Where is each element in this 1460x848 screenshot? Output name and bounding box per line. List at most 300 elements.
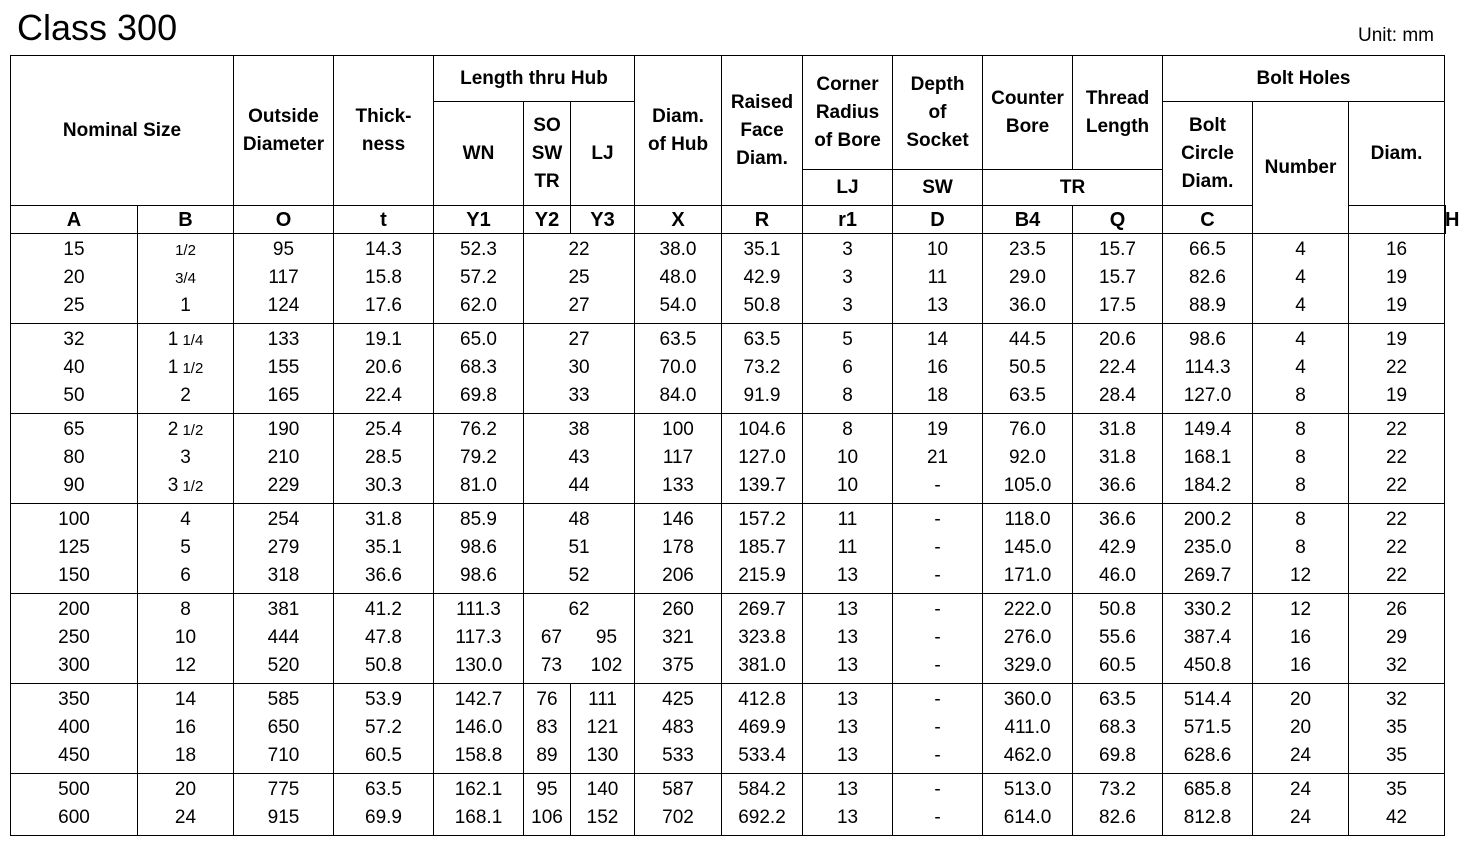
bolt-number-value: 20 (1289, 689, 1312, 710)
header-wn: WN (434, 102, 524, 206)
corner-radius-value: 6 (842, 357, 853, 378)
length-wn-cell (434, 234, 524, 324)
counter-bore-value: 50.5 (1009, 357, 1046, 378)
size-b-whole: 14 (174, 689, 197, 710)
length-wn-cell (434, 774, 524, 836)
diam-of-hub-value: 100 (662, 419, 694, 440)
diam-of-hub-value: 483 (662, 717, 694, 738)
size-b-whole: 8 (180, 599, 191, 620)
length-so-lj-value: 27 (568, 295, 590, 316)
diam-of-hub-value: 321 (662, 627, 694, 648)
thickness-value: 22.4 (365, 385, 402, 406)
size-b-value (138, 776, 233, 804)
counter-bore-cell (983, 414, 1073, 504)
size-b-value (138, 472, 233, 500)
outside-diameter-value: 710 (267, 745, 300, 766)
bolt-diam-value: 32 (1385, 655, 1408, 676)
outside-diameter-value: 318 (267, 565, 300, 586)
header-depth-socket: Depth of Socket (893, 56, 983, 170)
length-wn-value: 69.8 (460, 385, 497, 406)
bolt-circle-cell (1163, 324, 1253, 414)
size-b-whole: 24 (174, 807, 197, 828)
length-so-cell (524, 684, 571, 774)
raised-face-cell (722, 234, 803, 324)
letter-r1: r1 (803, 206, 893, 234)
bolt-circle-value: 149.4 (1183, 419, 1232, 440)
length-wn-value: 162.1 (454, 779, 503, 800)
header-thickness: Thick- ness (334, 56, 434, 206)
corner-radius-value: 13 (836, 779, 859, 800)
thread-length-cell (1073, 234, 1163, 324)
size-b-value (138, 354, 233, 382)
size-b-whole: 2 (180, 385, 191, 406)
depth-socket-value: 21 (926, 447, 949, 468)
size-a-value: 400 (58, 717, 90, 738)
size-b-fraction: 1/2 (182, 360, 204, 377)
size-a-value: 40 (63, 357, 85, 378)
diam-of-hub-value: 702 (662, 807, 694, 828)
raised-face-value: 104.6 (738, 419, 786, 440)
length-y3-value: 95 (595, 627, 618, 648)
depth-socket-value: - (934, 565, 941, 586)
raised-face-value: 35.1 (743, 239, 781, 260)
length-so-cell (524, 774, 571, 836)
counter-bore-value: 44.5 (1009, 329, 1046, 350)
thread-length-value: 31.8 (1099, 419, 1136, 440)
raised-face-value: 157.2 (738, 509, 786, 530)
length-wn-value: 62.0 (460, 295, 497, 316)
letter-y2: Y2 (524, 206, 571, 234)
length-wn-value: 158.8 (454, 745, 503, 766)
depth-socket-value: 19 (926, 419, 949, 440)
diam-of-hub-cell (635, 774, 722, 836)
length-so-value: 83 (536, 717, 558, 738)
size-a-value: 300 (58, 655, 90, 676)
length-wn-cell (434, 414, 524, 504)
diam-of-hub-cell (635, 324, 722, 414)
size-b-fraction: 1/2 (182, 422, 204, 439)
outside-diameter-cell (234, 504, 334, 594)
outside-diameter-value: 133 (267, 329, 300, 350)
length-y2-value: 73 (540, 655, 563, 676)
thickness-value: 57.2 (365, 717, 402, 738)
table-row (11, 594, 1446, 684)
depth-socket-cell (893, 594, 983, 684)
depth-socket-cell (893, 234, 983, 324)
thickness-value: 41.2 (365, 599, 402, 620)
bolt-number-value: 8 (1295, 537, 1306, 558)
length-lj-value: 111 (588, 689, 617, 710)
thickness-value: 47.8 (365, 627, 402, 648)
size-a-value: 25 (63, 295, 85, 316)
table-row (11, 684, 1446, 774)
bolt-number-value: 16 (1289, 655, 1312, 676)
depth-socket-value: 16 (926, 357, 949, 378)
outside-diameter-cell (234, 324, 334, 414)
counter-bore-value: 76.0 (1009, 419, 1046, 440)
size-a-cell (11, 594, 138, 684)
size-b-whole: 16 (174, 717, 197, 738)
diam-of-hub-value: 533 (662, 745, 694, 766)
size-a-value: 350 (58, 689, 90, 710)
thread-length-cell (1073, 414, 1163, 504)
outside-diameter-value: 117 (268, 267, 299, 288)
bolt-number-cell (1253, 234, 1349, 324)
corner-radius-cell (803, 684, 893, 774)
size-a-cell (11, 774, 138, 836)
length-wn-value: 168.1 (454, 807, 503, 828)
size-b-value (138, 382, 233, 410)
thickness-value: 19.1 (365, 329, 402, 350)
diam-of-hub-value: 133 (662, 475, 694, 496)
length-wn-cell (434, 324, 524, 414)
letter-q: Q (1073, 206, 1163, 234)
depth-socket-value: - (934, 807, 941, 828)
raised-face-value: 185.7 (738, 537, 786, 558)
thread-length-value: 68.3 (1099, 717, 1136, 738)
counter-bore-cell (983, 774, 1073, 836)
bolt-number-value: 24 (1289, 779, 1312, 800)
page-title: Class 300 (17, 7, 178, 48)
diam-of-hub-cell (635, 504, 722, 594)
diam-of-hub-value: 54.0 (659, 295, 697, 316)
thread-length-cell (1073, 504, 1163, 594)
diam-of-hub-cell (635, 684, 722, 774)
length-y3-value: 102 (590, 655, 623, 676)
depth-socket-value: 11 (927, 267, 948, 288)
raised-face-value: 215.9 (738, 565, 786, 586)
header-thread-length: Thread Length (1073, 56, 1163, 170)
length-wn-value: 79.2 (460, 447, 497, 468)
size-b-value (138, 416, 233, 444)
outside-diameter-value: 124 (267, 295, 300, 316)
bolt-circle-value: 269.7 (1183, 565, 1232, 586)
length-so-lj-value: 51 (568, 537, 590, 558)
bolt-circle-value: 114.3 (1184, 357, 1231, 378)
bolt-diam-value: 19 (1385, 295, 1408, 316)
outside-diameter-value: 190 (267, 419, 300, 440)
depth-socket-cell (893, 774, 983, 836)
length-wn-value: 146.0 (454, 717, 503, 738)
size-b-value (138, 292, 233, 320)
thread-length-value: 15.7 (1099, 239, 1136, 260)
bolt-diam-value: 22 (1385, 475, 1408, 496)
header-nominal-size: Nominal Size (11, 56, 234, 206)
raised-face-value: 91.9 (743, 385, 781, 406)
size-b-whole: 1 (167, 329, 179, 350)
bolt-circle-value: 98.6 (1189, 329, 1226, 350)
bolt-circle-value: 200.2 (1183, 509, 1232, 530)
corner-radius-value: 13 (836, 717, 859, 738)
table-body (11, 234, 1446, 836)
depth-socket-value: 18 (926, 385, 949, 406)
letter-o: O (234, 206, 334, 234)
length-lj-value: 121 (586, 717, 619, 738)
length-wn-cell (434, 684, 524, 774)
bolt-circle-value: 88.9 (1189, 295, 1226, 316)
bolt-diam-value: 16 (1385, 239, 1408, 260)
length-wn-value: 57.2 (460, 267, 497, 288)
length-wn-value: 85.9 (460, 509, 497, 530)
depth-socket-value: - (934, 537, 941, 558)
size-b-fraction: 1/2 (182, 478, 204, 495)
length-so-lj-cell (524, 504, 635, 594)
length-wn-value: 52.3 (460, 239, 497, 260)
thickness-value: 35.1 (365, 537, 402, 558)
thread-length-cell (1073, 774, 1163, 836)
thread-length-value: 36.6 (1099, 475, 1136, 496)
bolt-diam-cell (1349, 414, 1445, 504)
length-wn-value: 98.6 (460, 565, 497, 586)
corner-radius-cell (803, 504, 893, 594)
bolt-number-value: 8 (1295, 447, 1306, 468)
letter-t: t (334, 206, 434, 234)
bolt-diam-value: 22 (1385, 537, 1408, 558)
thread-length-value: 22.4 (1099, 357, 1136, 378)
letter-number-blank (1349, 206, 1460, 234)
bolt-number-cell (1253, 684, 1349, 774)
thickness-value: 17.6 (365, 295, 402, 316)
depth-socket-value: - (934, 745, 941, 766)
corner-radius-cell (803, 234, 893, 324)
bolt-circle-cell (1163, 414, 1253, 504)
corner-radius-value: 8 (842, 419, 853, 440)
header-length-thru-hub: Length thru Hub (434, 56, 635, 102)
corner-radius-value: 5 (842, 329, 853, 350)
bolt-number-cell (1253, 324, 1349, 414)
size-a-value: 200 (58, 599, 90, 620)
bolt-diam-value: 19 (1385, 385, 1408, 406)
raised-face-value: 692.2 (738, 807, 786, 828)
bolt-number-value: 4 (1295, 329, 1306, 350)
thickness-value: 63.5 (365, 779, 402, 800)
bolt-number-cell (1253, 594, 1349, 684)
diam-of-hub-value: 117 (662, 447, 694, 468)
outside-diameter-value: 155 (267, 357, 300, 378)
header-number: Number (1253, 102, 1349, 234)
bolt-diam-cell (1349, 324, 1445, 414)
raised-face-value: 584.2 (738, 779, 786, 800)
depth-socket-value: - (934, 655, 941, 676)
thread-length-value: 82.6 (1099, 807, 1136, 828)
size-b-whole: 20 (174, 779, 197, 800)
bolt-diam-cell (1349, 504, 1445, 594)
diam-of-hub-value: 63.5 (659, 329, 697, 350)
outside-diameter-value: 229 (267, 475, 300, 496)
diam-of-hub-value: 375 (662, 655, 694, 676)
raised-face-value: 533.4 (738, 745, 786, 766)
corner-radius-value: 3 (842, 267, 853, 288)
header-lj: LJ (571, 102, 635, 206)
outside-diameter-value: 210 (267, 447, 300, 468)
length-wn-cell (434, 594, 524, 684)
bolt-circle-value: 514.4 (1183, 689, 1232, 710)
letter-b4: B4 (983, 206, 1073, 234)
raised-face-cell (722, 414, 803, 504)
thread-length-value: 55.6 (1099, 627, 1136, 648)
corner-radius-cell (803, 774, 893, 836)
bolt-number-value: 4 (1295, 295, 1306, 316)
raised-face-cell (722, 774, 803, 836)
header-raised-face: Raised Face Diam. (722, 56, 803, 206)
bolt-circle-value: 235.0 (1183, 537, 1232, 558)
thread-length-value: 50.8 (1099, 599, 1136, 620)
corner-radius-value: 8 (842, 385, 853, 406)
bolt-circle-value: 168.1 (1183, 447, 1232, 468)
length-wn-value: 76.2 (460, 419, 497, 440)
counter-bore-value: 222.0 (1003, 599, 1052, 620)
bolt-number-value: 4 (1295, 239, 1306, 260)
corner-radius-value: 10 (836, 475, 859, 496)
size-b-value (138, 506, 233, 534)
raised-face-cell (722, 684, 803, 774)
length-so-lj-cell (524, 324, 635, 414)
counter-bore-value: 105.0 (1003, 475, 1052, 496)
size-a-value: 32 (63, 329, 85, 350)
thickness-cell (334, 234, 434, 324)
outside-diameter-value: 381 (267, 599, 300, 620)
size-b-cell (138, 594, 234, 684)
outside-diameter-value: 279 (267, 537, 300, 558)
size-b-whole: 2 (167, 419, 179, 440)
raised-face-value: 50.8 (743, 295, 781, 316)
size-b-value (138, 534, 233, 562)
bolt-diam-value: 22 (1385, 357, 1408, 378)
size-b-value (138, 236, 233, 264)
counter-bore-value: 23.5 (1009, 239, 1046, 260)
depth-socket-cell (893, 324, 983, 414)
corner-radius-cell (803, 324, 893, 414)
counter-bore-cell (983, 504, 1073, 594)
size-b-cell (138, 324, 234, 414)
length-so-lj-value: 44 (568, 475, 590, 496)
raised-face-value: 63.5 (743, 329, 781, 350)
depth-socket-value: - (934, 509, 941, 530)
bolt-number-value: 8 (1295, 419, 1306, 440)
counter-bore-value: 276.0 (1003, 627, 1052, 648)
size-b-whole: 1 (167, 357, 179, 378)
counter-bore-cell (983, 594, 1073, 684)
diam-of-hub-cell (635, 234, 722, 324)
header-sub-lj: LJ (803, 170, 893, 206)
size-a-value: 80 (63, 447, 85, 468)
thickness-value: 15.8 (365, 267, 402, 288)
size-b-fraction: 3/4 (175, 270, 196, 287)
bolt-circle-value: 66.5 (1189, 239, 1226, 260)
bolt-number-cell (1253, 414, 1349, 504)
thread-length-value: 42.9 (1099, 537, 1136, 558)
diam-of-hub-value: 48.0 (659, 267, 697, 288)
table-row (11, 774, 1446, 836)
bolt-number-value: 4 (1295, 357, 1306, 378)
length-so-lj-value: 25 (568, 267, 590, 288)
raised-face-cell (722, 504, 803, 594)
bolt-diam-value: 42 (1385, 807, 1408, 828)
thickness-value: 50.8 (365, 655, 402, 676)
depth-socket-value: - (934, 599, 941, 620)
thickness-cell (334, 594, 434, 684)
size-b-value (138, 686, 233, 714)
corner-radius-value: 3 (842, 239, 853, 260)
size-b-fraction: 1/2 (175, 242, 196, 259)
thread-length-value: 69.8 (1099, 745, 1136, 766)
length-y2-value: 67 (540, 627, 563, 648)
thread-length-value: 28.4 (1099, 385, 1136, 406)
size-a-value: 15 (63, 239, 85, 260)
thread-length-value: 31.8 (1099, 447, 1136, 468)
outside-diameter-value: 520 (267, 655, 300, 676)
bolt-circle-cell (1163, 684, 1253, 774)
outside-diameter-value: 775 (267, 779, 300, 800)
header-counter-bore: Counter Bore (983, 56, 1073, 170)
raised-face-value: 323.8 (738, 627, 786, 648)
bolt-number-value: 12 (1289, 565, 1312, 586)
bolt-diam-value: 22 (1385, 565, 1408, 586)
size-a-cell (11, 324, 138, 414)
thread-length-value: 36.6 (1099, 509, 1136, 530)
corner-radius-cell (803, 414, 893, 504)
size-a-value: 20 (63, 267, 85, 288)
length-so-lj-value: 43 (568, 447, 590, 468)
letter-y3: Y3 (571, 206, 635, 234)
header-outside-diameter: Outside Diameter (234, 56, 334, 206)
corner-radius-value: 13 (836, 565, 859, 586)
size-a-value: 500 (58, 779, 90, 800)
size-b-fraction: 1/4 (182, 332, 204, 349)
size-a-value: 600 (58, 807, 90, 828)
thickness-cell (334, 324, 434, 414)
outside-diameter-cell (234, 774, 334, 836)
size-b-cell (138, 684, 234, 774)
length-so-lj-value: 38 (568, 419, 590, 440)
outside-diameter-value: 915 (267, 807, 300, 828)
bolt-circle-value: 571.5 (1183, 717, 1232, 738)
size-b-whole: 3 (180, 447, 191, 468)
diam-of-hub-value: 178 (662, 537, 694, 558)
bolt-number-value: 8 (1295, 509, 1306, 530)
bolt-number-value: 24 (1289, 745, 1312, 766)
size-a-cell (11, 504, 138, 594)
bolt-circle-cell (1163, 234, 1253, 324)
size-b-whole: 6 (180, 565, 191, 586)
length-so-lj-value: 48 (568, 509, 590, 530)
bolt-diam-cell (1349, 234, 1445, 324)
size-b-cell (138, 774, 234, 836)
diam-of-hub-value: 587 (662, 779, 694, 800)
thickness-value: 28.5 (365, 447, 402, 468)
length-lj-value: 140 (586, 779, 619, 800)
corner-radius-value: 13 (836, 655, 859, 676)
bolt-diam-value: 35 (1385, 745, 1408, 766)
length-split-row (524, 624, 634, 652)
diam-of-hub-value: 425 (662, 689, 694, 710)
thread-length-value: 73.2 (1099, 779, 1136, 800)
corner-radius-value: 13 (836, 689, 859, 710)
raised-face-value: 412.8 (738, 689, 786, 710)
length-wn-cell (434, 504, 524, 594)
length-so-value: 89 (536, 745, 558, 766)
thickness-cell (334, 504, 434, 594)
outside-diameter-cell (234, 684, 334, 774)
counter-bore-value: 513.0 (1003, 779, 1052, 800)
bolt-number-value: 4 (1295, 267, 1306, 288)
corner-radius-value: 13 (836, 745, 859, 766)
size-b-whole: 5 (180, 537, 191, 558)
thickness-value: 31.8 (365, 509, 402, 530)
size-a-value: 250 (58, 627, 90, 648)
bolt-number-value: 8 (1295, 475, 1306, 496)
bolt-number-value: 16 (1289, 627, 1312, 648)
